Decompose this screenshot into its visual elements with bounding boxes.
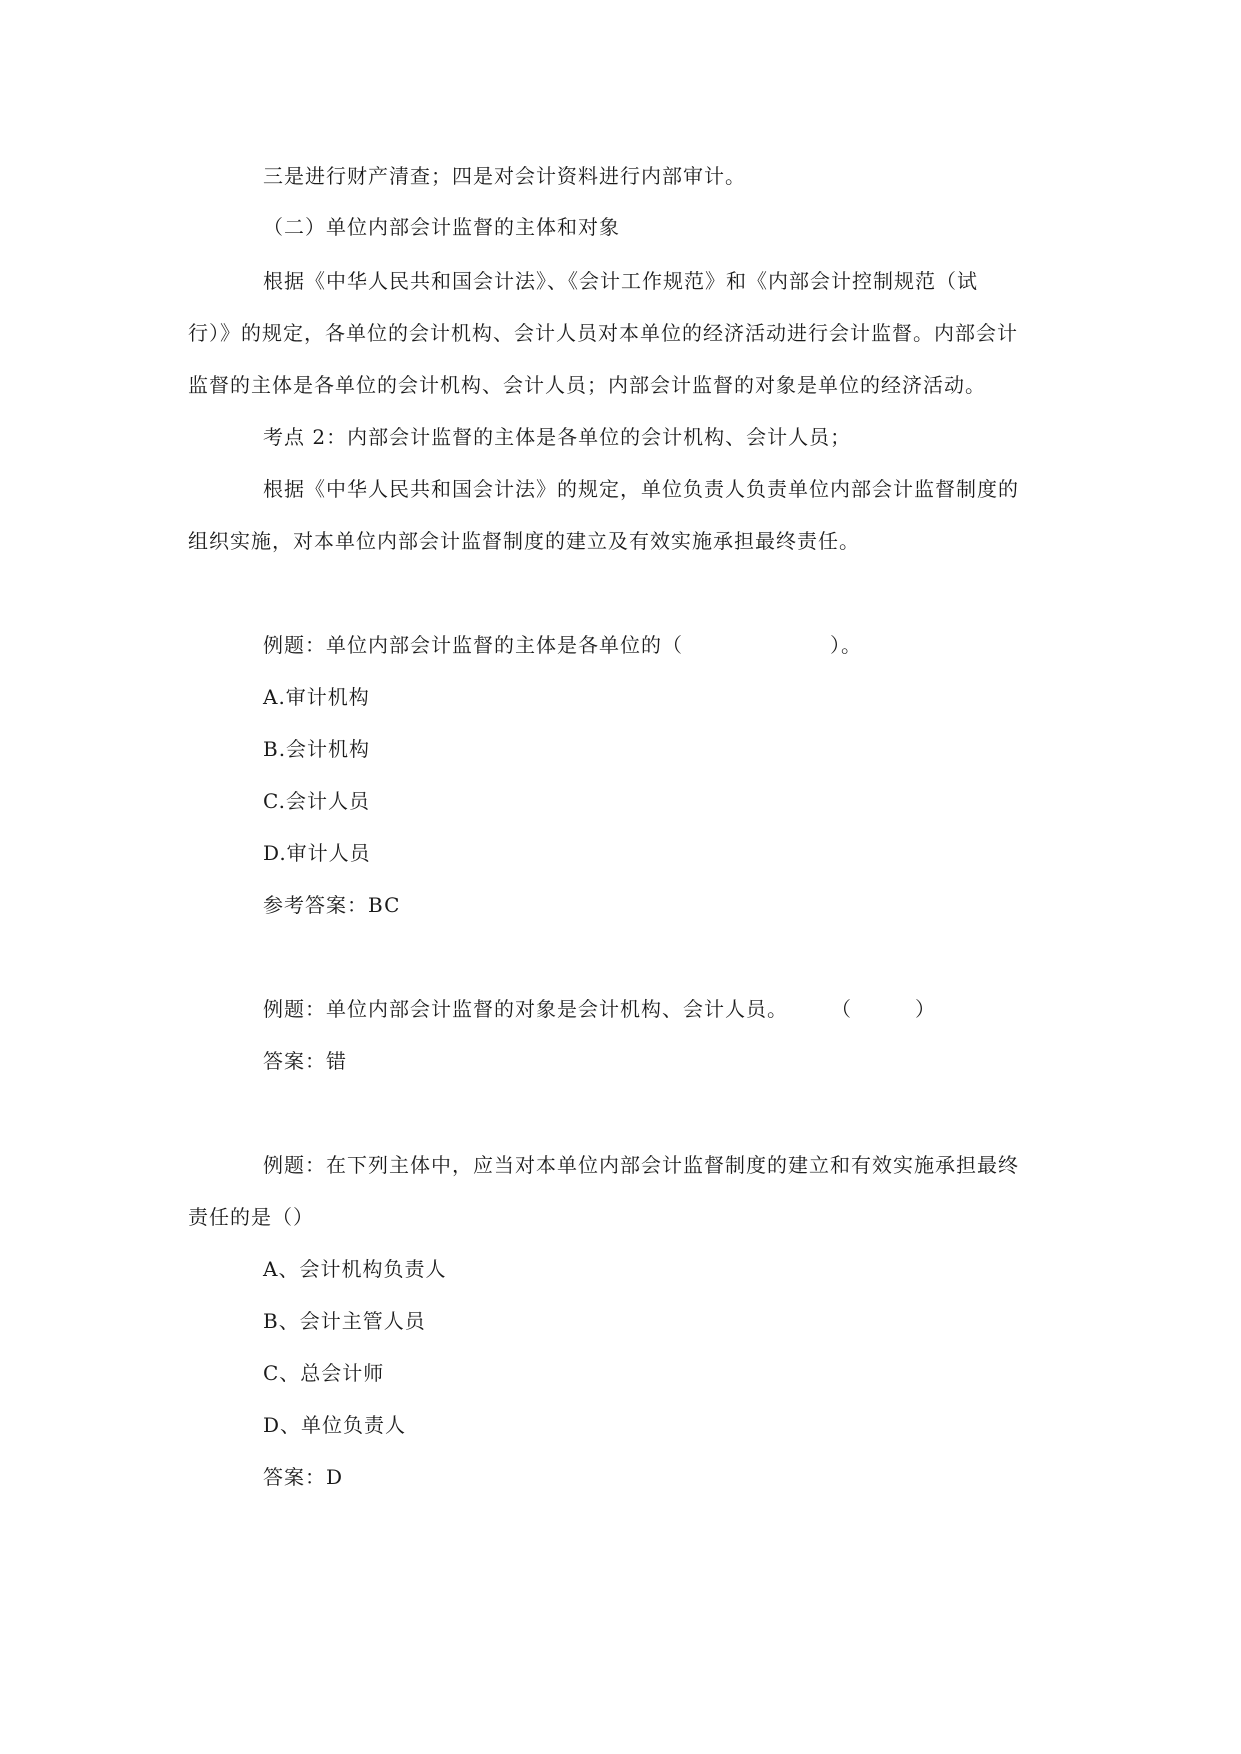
paragraph-text: 三是进行财产清查；四是对会计资料进行内部审计。 [263,164,746,188]
paragraph-text: 监督的主体是各单位的会计机构、会计人员；内部会计监督的对象是单位的经济活动。 [188,373,986,397]
question-option: C.会计人员 [263,789,370,813]
paragraph-text: 根据《中华人民共和国会计法》、《会计工作规范》和《内部会计控制规范（试 [263,269,978,293]
question-option: A.审计机构 [263,685,370,709]
paragraph-text: 根据《中华人民共和国会计法》的规定，单位负责人负责单位内部会计监督制度的 [263,477,1019,501]
question-option: B.会计机构 [263,737,371,761]
question-option: D、单位负责人 [263,1413,407,1437]
question-stem: 例题：在下列主体中，应当对本单位内部会计监督制度的建立和有效实施承担最终 [263,1153,1019,1177]
question-option: A、会计机构负责人 [263,1257,447,1281]
question-answer: 答案：D [263,1465,344,1489]
question-option: C、总会计师 [263,1361,385,1385]
paragraph-text: 行）》的规定，各单位的会计机构、会计人员对本单位的经济活动进行会计监督。内部会计 [188,321,1018,345]
question-option: D.审计人员 [263,841,371,865]
section-heading: （二）单位内部会计监督的主体和对象 [263,215,620,239]
question-stem: 责任的是（） [188,1205,314,1229]
paragraph-text: 组织实施，对本单位内部会计监督制度的建立及有效实施承担最终责任。 [188,529,860,553]
question-stem: 例题：单位内部会计监督的对象是会计机构、会计人员。 （ ） [263,997,936,1021]
question-answer: 参考答案：BC [263,893,401,917]
question-stem: 例题：单位内部会计监督的主体是各单位的（ ）。 [263,633,862,657]
key-point: 考点 2：内部会计监督的主体是各单位的会计机构、会计人员； [263,425,852,449]
question-answer: 答案：错 [263,1049,347,1073]
question-option: B、会计主管人员 [263,1309,426,1333]
